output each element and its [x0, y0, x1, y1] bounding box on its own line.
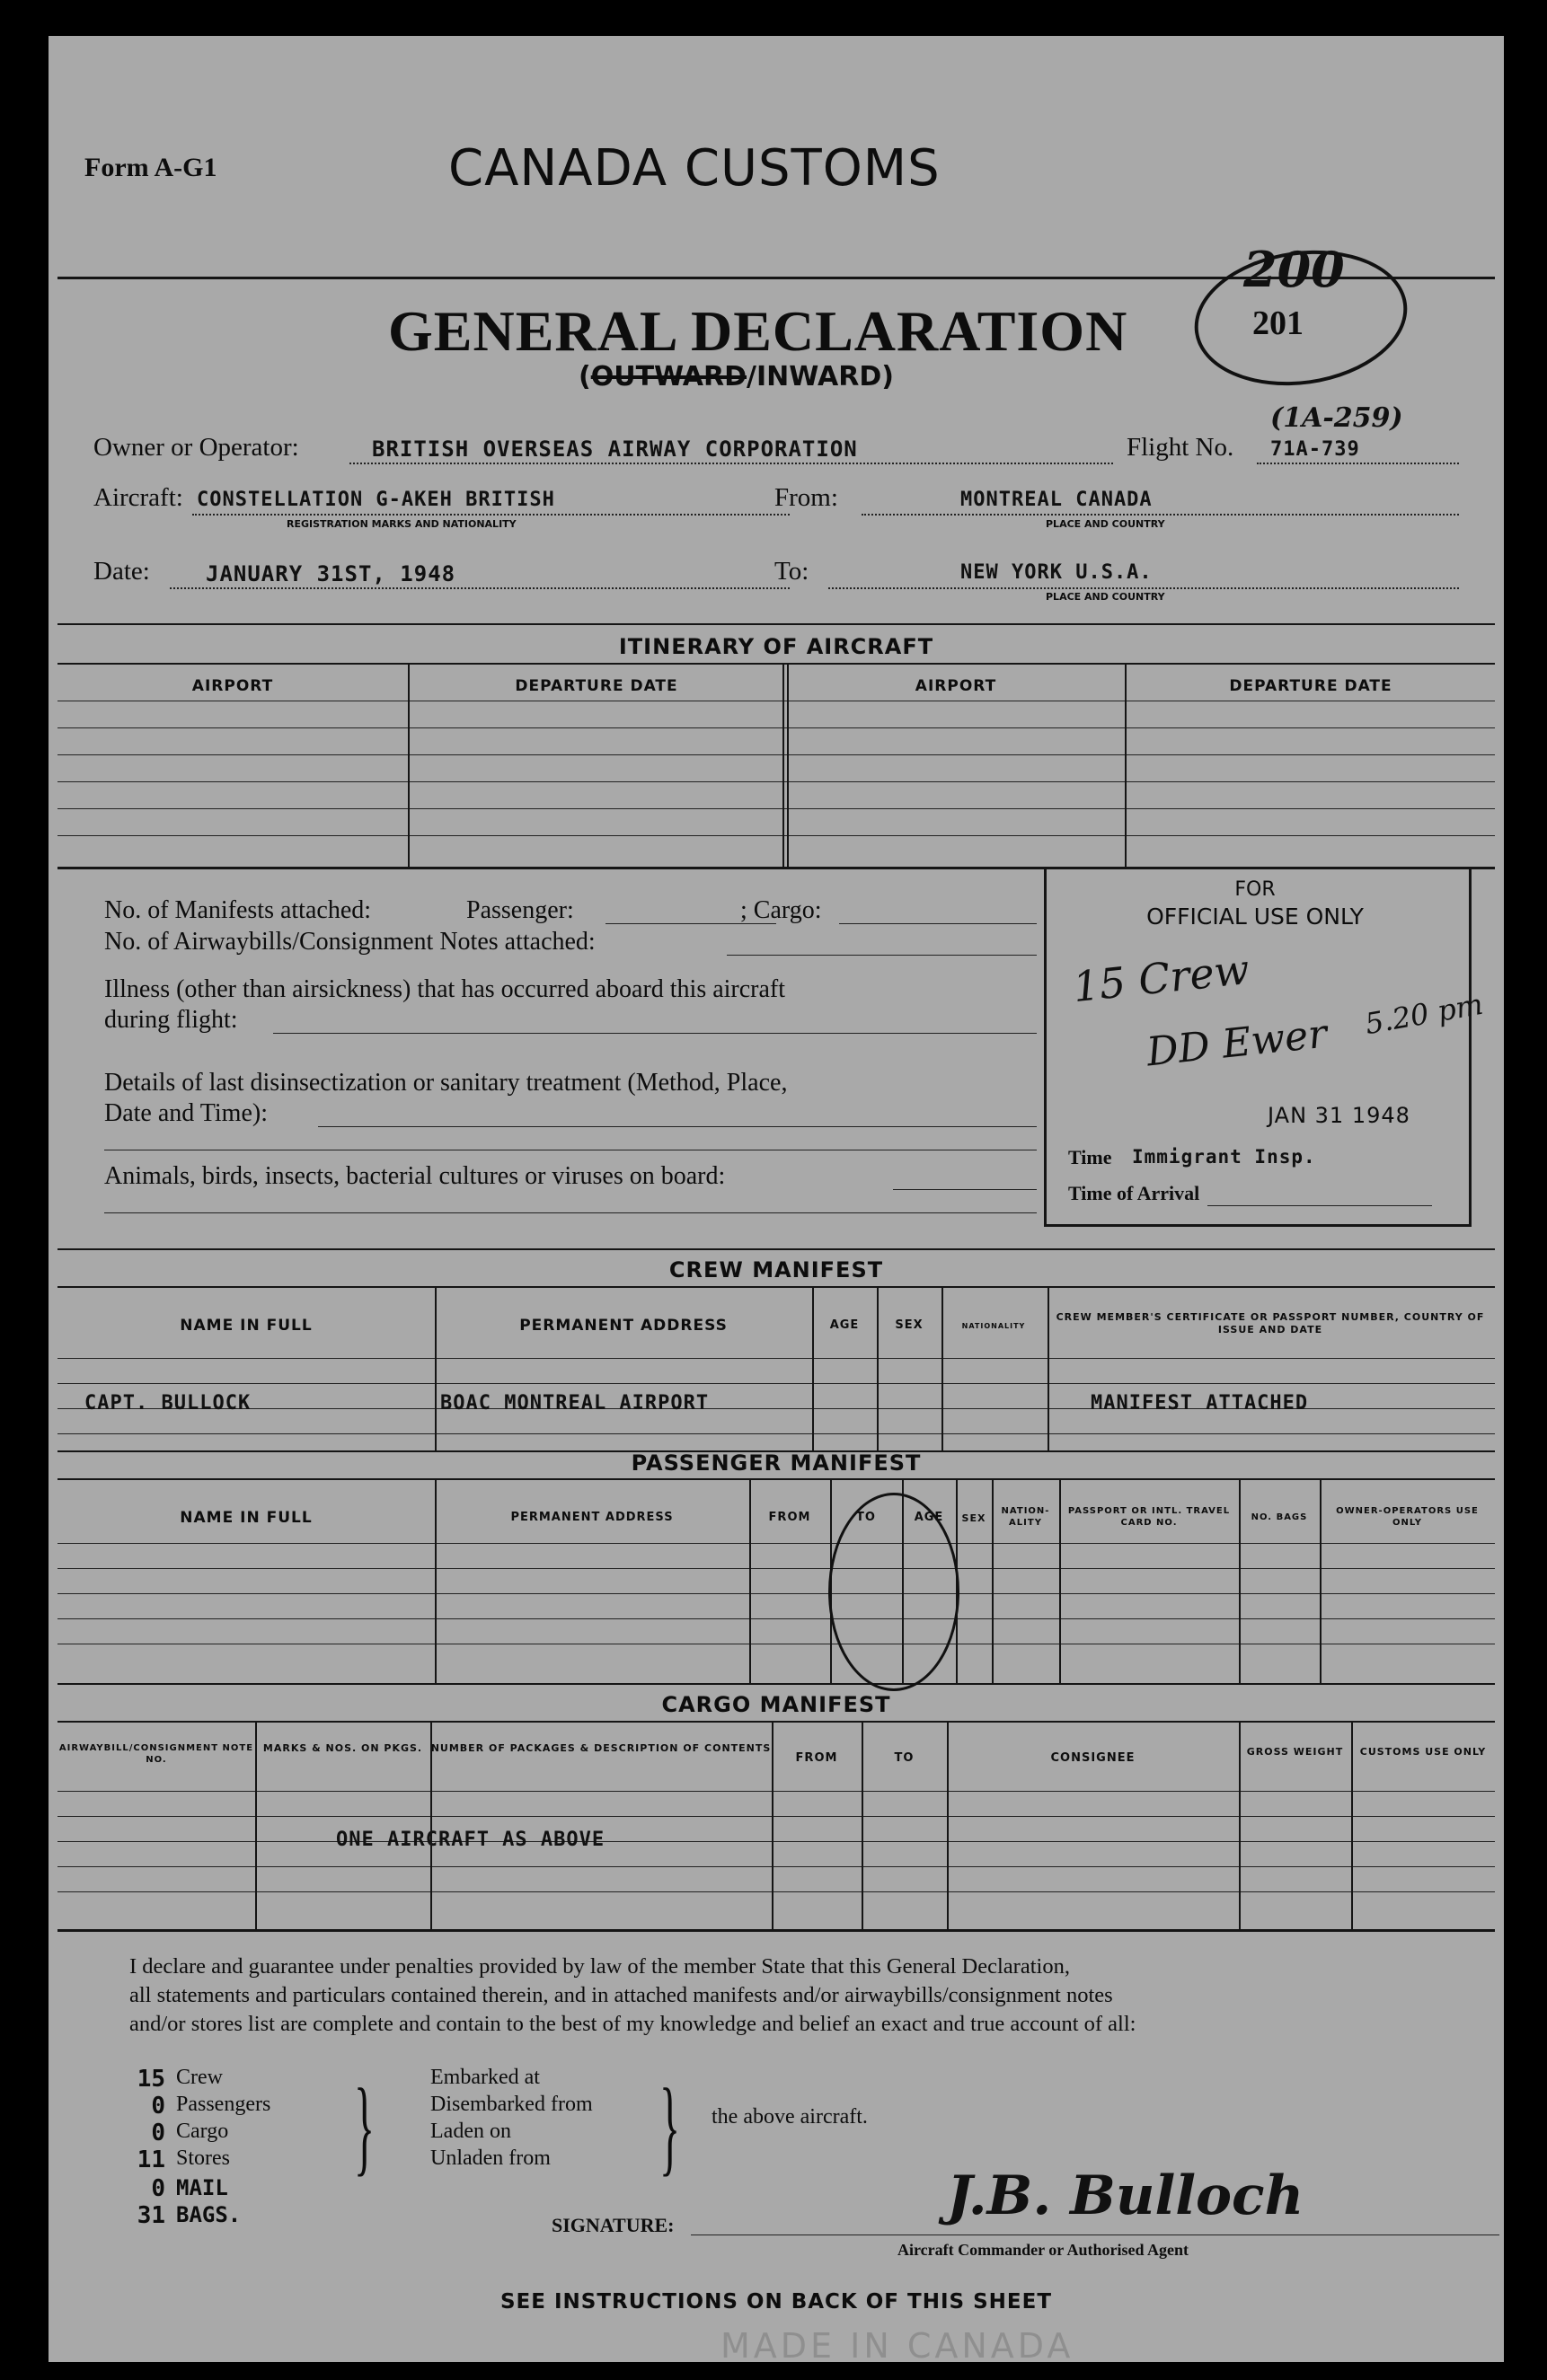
declaration-line-1: I declare and guarantee under penalties provided by law of the member State that this General Declaration,: [129, 1954, 1070, 1979]
illness-label-2: during flight:: [104, 1006, 238, 1034]
date-label: Date:: [93, 557, 150, 586]
date-dotline: [170, 587, 790, 589]
action-laden: Laden on: [430, 2120, 511, 2143]
passenger-divider: [992, 1478, 994, 1683]
flight-label: Flight No.: [1127, 433, 1234, 462]
direction: (OUTWARD/INWARD): [579, 361, 894, 392]
crew-col-address: PERMANENT ADDRESS: [519, 1317, 728, 1335]
cargo-label: ; Cargo:: [740, 896, 822, 924]
crew-col-age: AGE: [829, 1318, 860, 1332]
date-value: JANUARY 31ST, 1948: [206, 561, 456, 586]
animals-line-2: [104, 1212, 1037, 1213]
cargo-row-rule: [57, 1891, 1495, 1892]
count-crew-label: Crew: [176, 2066, 223, 2089]
itinerary-row-rule: [57, 781, 1495, 782]
itinerary-col-airport-2: AIRPORT: [915, 677, 997, 695]
passenger-divider: [1059, 1478, 1061, 1683]
count-stores-label: Stores: [176, 2146, 230, 2170]
count-cargo-label: Cargo: [176, 2120, 229, 2143]
flight-handwritten: (1A-259): [1270, 402, 1403, 434]
from-caption: PLACE AND COUNTRY: [1046, 518, 1165, 530]
passenger-divider: [749, 1478, 751, 1683]
passenger-row-rule: [57, 1618, 1495, 1619]
agency-title: CANADA CUSTOMS: [448, 139, 941, 198]
circled-number-top: 200: [1243, 241, 1345, 298]
itinerary-divider: [782, 663, 784, 867]
to-label: To:: [774, 557, 809, 586]
crew-title: CREW MANIFEST: [668, 1257, 884, 1283]
crew-col-certificate: CREW MEMBER'S CERTIFICATE OR PASSPORT NUMBER, COUNTRY OF ISSUE AND DATE: [1056, 1311, 1485, 1335]
cargo-bottom-rule: [57, 1929, 1495, 1932]
declaration-line-2: all statements and particulars contained therein, and in attached manifests and/or airwaybills/consignment notes: [129, 1983, 1113, 2007]
itinerary-row-rule: [57, 835, 1495, 836]
animals-line: [893, 1189, 1037, 1190]
official-time-label: Time: [1068, 1146, 1112, 1168]
itinerary-divider: [1125, 663, 1127, 867]
passenger-col-address: PERMANENT ADDRESS: [510, 1511, 674, 1524]
handwritten-zero-circle: [828, 1493, 959, 1691]
official-note-signature: DD Ewer: [1144, 1010, 1330, 1076]
cargo-divider: [772, 1721, 774, 1929]
flight-value: 71A-739: [1270, 438, 1360, 461]
cargo-row-description: ONE AIRCRAFT AS ABOVE: [336, 1829, 606, 1851]
cargo-divider: [862, 1721, 863, 1929]
itinerary-row-rule: [57, 754, 1495, 755]
flight-dotline: [1257, 463, 1459, 464]
declaration-line-3: and/or stores list are complete and contain to the best of my knowledge and belief an exact and true account of all:: [129, 2012, 1136, 2036]
airwaybills-line: [727, 955, 1037, 956]
crew-row-rule: [57, 1433, 1495, 1434]
aircraft-dotline: [192, 514, 790, 516]
itinerary-col-airport-1: AIRPORT: [191, 677, 274, 695]
crew-top-rule: [57, 1248, 1495, 1250]
footer-instructions: SEE INSTRUCTIONS ON BACK OF THIS SHEET: [499, 2290, 1053, 2314]
aircraft-caption: REGISTRATION MARKS AND NATIONALITY: [287, 518, 517, 530]
passenger-col-age: AGE: [914, 1511, 944, 1524]
crew-row-name: CAPT. BULLOCK: [84, 1392, 252, 1415]
passenger-bottom-rule: [57, 1683, 1495, 1685]
crew-divider: [812, 1286, 814, 1450]
passenger-col-nationality: NATION-ALITY: [1001, 1506, 1050, 1528]
crew-divider: [435, 1286, 437, 1450]
cargo-col-customs: CUSTOMS USE ONLY: [1359, 1746, 1487, 1758]
cargo-row-rule: [57, 1866, 1495, 1867]
count-bags-label: BAGS.: [176, 2202, 242, 2227]
passenger-col-to: TO: [856, 1511, 876, 1524]
disinsect-label-1: Details of last disinsectization or sanitary treatment (Method, Place,: [104, 1069, 788, 1097]
cargo-col-airwaybill: AIRWAYBILL/CONSIGNMENT NOTE NO.: [58, 1743, 254, 1765]
cargo-title: CARGO MANIFEST: [661, 1692, 891, 1717]
airwaybills-label: No. of Airwaybills/Consignment Notes attached:: [104, 928, 596, 956]
animals-label: Animals, birds, insects, bacterial cultures or viruses on board:: [104, 1162, 726, 1190]
passenger-head-rule: [57, 1478, 1495, 1480]
action-embarked: Embarked at: [430, 2066, 540, 2089]
aircraft-label: Aircraft:: [93, 483, 183, 512]
watermark: MADE IN CANADA: [720, 2326, 1074, 2366]
action-unladen: Unladen from: [430, 2146, 551, 2170]
count-crew-value: 15: [137, 2066, 165, 2093]
cargo-col-to: TO: [894, 1751, 915, 1765]
cargo-row-rule: [57, 1841, 1495, 1842]
crew-col-sex: SEX: [895, 1318, 924, 1332]
cargo-row-rule: [57, 1791, 1495, 1792]
count-mail-value: 0: [151, 2175, 165, 2202]
crew-head-rule: [57, 1286, 1495, 1288]
official-arrival-label: Time of Arrival: [1068, 1182, 1200, 1204]
form-title: GENERAL DECLARATION: [388, 299, 1128, 363]
signature-label: SIGNATURE:: [552, 2214, 675, 2236]
itinerary-divider: [408, 663, 410, 867]
signature-value: J.B. Bulloch: [947, 2164, 1304, 2227]
official-arrival-line: [1207, 1205, 1432, 1206]
passenger-row-rule: [57, 1593, 1495, 1594]
cargo-head-rule: [57, 1721, 1495, 1723]
crew-row-rule: [57, 1358, 1495, 1359]
official-note-time: 5.20 pm: [1362, 986, 1486, 1042]
official-note-crew: 15 Crew: [1070, 944, 1252, 1012]
crew-divider: [1048, 1286, 1049, 1450]
passenger-title: PASSENGER MANIFEST: [631, 1450, 922, 1476]
passenger-col-bags: NO. BAGS: [1251, 1512, 1308, 1522]
cargo-col-marks: MARKS & NOS. ON PKGS.: [262, 1742, 423, 1754]
cargo-divider: [255, 1721, 257, 1929]
to-dotline: [828, 587, 1459, 589]
passenger-label: Passenger:: [466, 896, 574, 924]
form-number: Form A-G1: [84, 153, 217, 182]
passenger-row-rule: [57, 1568, 1495, 1569]
cargo-divider: [430, 1721, 432, 1929]
itinerary-top-rule: [57, 623, 1495, 625]
crew-divider: [877, 1286, 879, 1450]
crew-divider: [941, 1286, 943, 1450]
cargo-col-description: NUMBER OF PACKAGES & DESCRIPTION OF CONTENTS: [430, 1742, 772, 1754]
itinerary-row-rule: [57, 727, 1495, 728]
aircraft-value: CONSTELLATION G-AKEH BRITISH: [197, 489, 555, 511]
brace-right: }: [659, 2067, 681, 2187]
brace-left: }: [354, 2067, 376, 2187]
cargo-col-from: FROM: [795, 1751, 838, 1765]
declaration-form: [49, 36, 1504, 2366]
from-dotline: [862, 514, 1459, 516]
count-passengers-value: 0: [151, 2093, 165, 2120]
cargo-line: [839, 923, 1037, 924]
cargo-row-rule: [57, 1816, 1495, 1817]
manifests-label: No. of Manifests attached:: [104, 896, 372, 924]
cargo-col-weight: GROSS WEIGHT: [1246, 1746, 1344, 1758]
passenger-col-name: NAME IN FULL: [180, 1509, 313, 1527]
owner-dotline: [349, 463, 1113, 464]
count-mail-label: MAIL: [176, 2175, 228, 2200]
cargo-col-consignee: CONSIGNEE: [1050, 1751, 1136, 1765]
passenger-col-owner: OWNER-OPERATORS USE ONLY: [1336, 1506, 1479, 1528]
passenger-divider: [1239, 1478, 1241, 1683]
passenger-divider: [435, 1478, 437, 1683]
illness-line: [273, 1033, 1037, 1034]
action-disembarked: Disembarked from: [430, 2093, 593, 2116]
itinerary-row-rule: [57, 808, 1495, 809]
count-cargo-value: 0: [151, 2120, 165, 2146]
from-value: MONTREAL CANADA: [960, 489, 1153, 511]
signature-caption: Aircraft Commander or Authorised Agent: [897, 2241, 1189, 2259]
disinsect-label-2: Date and Time):: [104, 1099, 268, 1127]
disinsect-line: [318, 1126, 1037, 1127]
count-stores-value: 11: [137, 2146, 165, 2173]
owner-value: BRITISH OVERSEAS AIRWAY CORPORATION: [372, 436, 858, 462]
direction-struck: OUTWARD: [590, 361, 747, 392]
owner-label: Owner or Operator:: [93, 433, 299, 462]
count-passengers-label: Passengers: [176, 2093, 271, 2116]
itinerary-head-rule: [57, 663, 1495, 665]
itinerary-col-date-1: DEPARTURE DATE: [515, 677, 678, 695]
to-value: NEW YORK U.S.A.: [960, 561, 1153, 584]
cargo-divider: [1239, 1721, 1241, 1929]
official-title-1: FOR: [1234, 878, 1276, 901]
aircraft-text: the above aircraft.: [712, 2105, 868, 2129]
crew-col-name: NAME IN FULL: [180, 1317, 313, 1335]
itinerary-col-date-2: DEPARTURE DATE: [1229, 677, 1392, 695]
circled-number-bottom: 201: [1252, 304, 1304, 342]
itinerary-title: ITINERARY OF AIRCRAFT: [618, 634, 934, 659]
crew-row-certificate: MANIFEST ATTACHED: [1091, 1392, 1309, 1415]
cargo-divider: [947, 1721, 949, 1929]
illness-label-1: Illness (other than airsickness) that has occurred aboard this aircraft: [104, 975, 786, 1003]
from-label: From:: [774, 483, 838, 512]
crew-row-rule: [57, 1383, 1495, 1384]
passenger-col-sex: SEX: [961, 1512, 986, 1524]
official-title-2: OFFICIAL USE ONLY: [1146, 904, 1364, 930]
passenger-divider: [1320, 1478, 1322, 1683]
cargo-divider: [1351, 1721, 1353, 1929]
to-caption: PLACE AND COUNTRY: [1046, 591, 1165, 603]
passenger-row-rule: [57, 1543, 1495, 1544]
passenger-col-passport: PASSPORT OR INTL. TRAVEL CARD NO.: [1067, 1506, 1231, 1528]
official-time-value: Immigrant Insp.: [1132, 1146, 1316, 1168]
count-bags-value: 31: [137, 2202, 165, 2229]
passenger-col-from: FROM: [768, 1511, 811, 1524]
official-stamp-date: JAN 31 1948: [1268, 1103, 1410, 1128]
itinerary-divider: [787, 663, 789, 867]
crew-row-address: BOAC MONTREAL AIRPORT: [440, 1392, 710, 1415]
crew-col-nationality: NATIONALITY: [961, 1322, 1026, 1330]
